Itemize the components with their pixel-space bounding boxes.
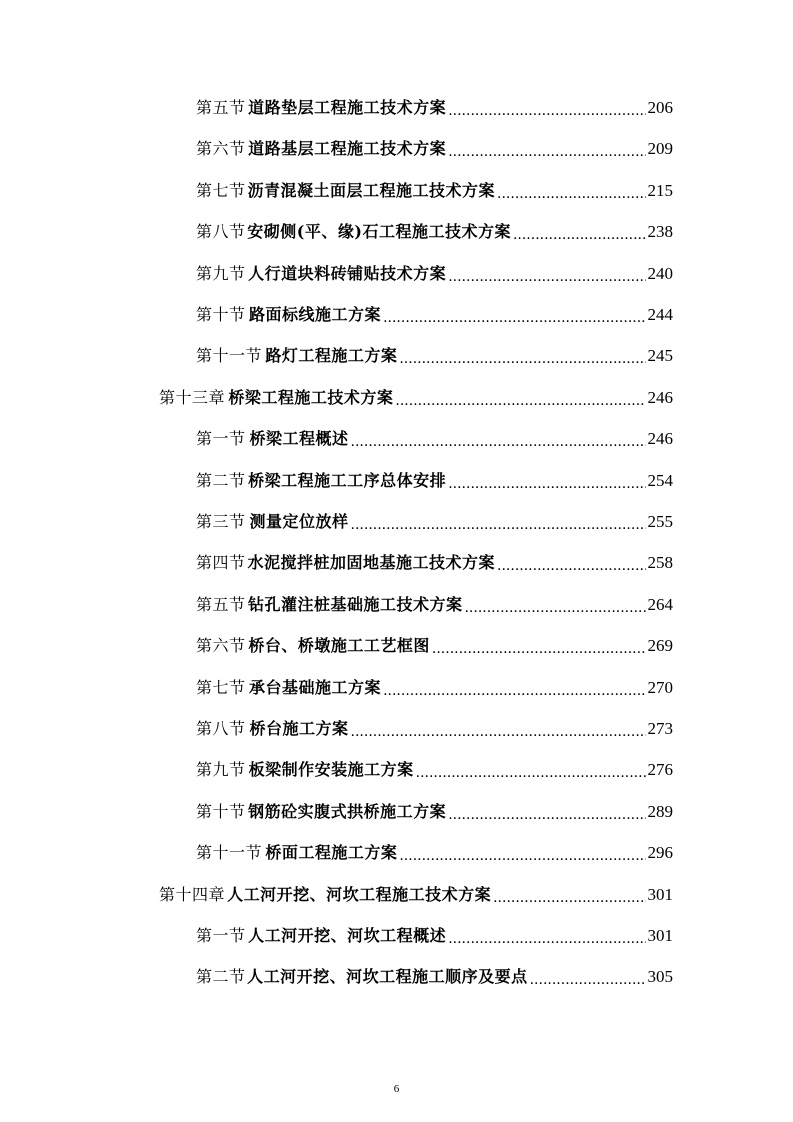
toc-entry-page: 215: [647, 180, 673, 200]
toc-dot-leader: [464, 591, 645, 625]
toc-dot-leader: [497, 549, 645, 583]
toc-section-entry[interactable]: [196, 960, 673, 994]
toc-section-entry[interactable]: [196, 298, 673, 332]
toc-entry-title: 沥青混凝土面层工程施工技术方案: [247, 180, 496, 200]
toc-dot-leader: [351, 715, 646, 749]
toc-entry-label: 第十一节: [196, 843, 263, 863]
toc-section-entry[interactable]: [196, 174, 673, 208]
toc-entry-page: 254: [647, 470, 673, 490]
toc-dot-leader: [448, 135, 645, 169]
toc-section-entry[interactable]: [196, 91, 673, 125]
toc-dot-leader: [448, 798, 645, 832]
toc-entry-page: 238: [647, 222, 673, 242]
toc-entry-label: 第九节: [196, 263, 246, 283]
toc-entry-page: 209: [647, 139, 673, 159]
toc-entry-page: 245: [647, 346, 673, 366]
toc-section-entry[interactable]: [196, 753, 673, 787]
toc-entry-page: 276: [647, 760, 673, 780]
toc-entry-title: 桥台施工方案: [249, 719, 349, 738]
toc-dot-leader: [497, 177, 645, 211]
toc-entry-title: 承台基础施工方案: [249, 677, 382, 697]
toc-entry-label: 第一节: [196, 429, 246, 449]
toc-section-entry[interactable]: [196, 919, 673, 953]
toc-section-entry[interactable]: [196, 215, 673, 249]
toc-dot-leader: [399, 342, 645, 376]
toc-entry-title: 板梁制作安装施工方案: [248, 760, 414, 780]
toc-entry-label: 第五节: [196, 594, 246, 614]
toc-section-entry[interactable]: [196, 257, 673, 291]
toc-entry-page: 240: [647, 263, 673, 283]
toc-entry-page: 246: [647, 387, 673, 407]
toc-entry-page: 258: [647, 553, 673, 573]
toc-entry-title: 桥台、桥墩施工工艺框图: [248, 636, 430, 656]
toc-entry-title: 安砌侧(平、缘)石工程施工技术方案: [247, 222, 511, 242]
toc-dot-leader: [351, 508, 646, 542]
toc-entry-label: 第十三章: [159, 387, 226, 407]
toc-section-entry[interactable]: [196, 422, 673, 456]
toc-entry-label: 第七节: [196, 180, 246, 200]
toc-entry-page: 206: [647, 98, 673, 117]
toc-entry-title: 钢筋砼实腹式拱桥施工方案: [248, 801, 447, 821]
toc-entry-label: 第十四章: [159, 884, 226, 904]
toc-entry-label: 第九节: [196, 760, 246, 780]
toc-entry-page: 269: [647, 636, 673, 656]
toc-dot-leader: [448, 94, 645, 128]
toc-entry-title: 道路基层工程施工技术方案: [248, 139, 447, 159]
toc-entry-title: 桥梁工程施工技术方案: [228, 387, 394, 407]
toc-entry-title: 水泥搅拌桩加固地基施工技术方案: [247, 553, 496, 573]
toc-section-entry[interactable]: [196, 836, 673, 870]
toc-entry-title: 路面标线施工方案: [249, 305, 382, 324]
toc-entry-label: 第十节: [196, 801, 246, 821]
toc-section-entry[interactable]: [196, 546, 673, 580]
toc-entry-label: 第八节: [196, 719, 246, 738]
toc-entry-label: 第十一节: [196, 346, 263, 366]
page-number: 6: [393, 1083, 400, 1095]
toc-section-entry[interactable]: [196, 339, 673, 373]
toc-entry-title: 人工河开挖、河坎工程概述: [248, 926, 447, 945]
toc-entry-page: 273: [647, 719, 673, 738]
toc-entry-label: 第六节: [196, 139, 246, 159]
toc-entry-page: 305: [647, 967, 673, 987]
toc-entry-page: 246: [647, 429, 673, 449]
toc-entry-title: 钻孔灌注桩基础施工技术方案: [247, 594, 463, 614]
toc-entry-page: 289: [647, 801, 673, 821]
toc-dot-leader: [383, 674, 645, 708]
toc-dot-leader: [351, 425, 646, 459]
toc-dot-leader: [448, 260, 645, 294]
toc-section-entry[interactable]: [196, 132, 673, 166]
toc-chapter-entry[interactable]: [159, 381, 673, 415]
toc-dot-leader: [448, 467, 645, 501]
toc-entry-title: 路灯工程施工方案: [265, 346, 398, 366]
toc-entry-page: 264: [647, 594, 673, 614]
toc-entry-page: 301: [647, 884, 673, 904]
toc-entry-title: 测量定位放样: [249, 512, 349, 531]
toc-dot-leader: [448, 922, 645, 956]
toc-entry-page: 255: [647, 512, 673, 531]
toc-entry-label: 第一节: [196, 926, 246, 945]
toc-entry-title: 道路垫层工程施工技术方案: [248, 98, 447, 117]
toc-entry-label: 第四节: [196, 553, 246, 573]
toc-entry-title: 桥梁工程概述: [249, 429, 349, 449]
toc-dot-leader: [383, 301, 645, 335]
toc-entry-page: 301: [647, 926, 673, 945]
toc-entry-label: 第八节: [196, 222, 246, 242]
toc-section-entry[interactable]: [196, 671, 673, 705]
toc-dot-leader: [493, 881, 645, 915]
toc-section-entry[interactable]: [196, 795, 673, 829]
toc-entry-label: 第十节: [196, 305, 246, 324]
toc-dot-leader: [432, 632, 646, 666]
toc-entry-page: 296: [647, 843, 673, 863]
toc-entry-label: 第二节: [196, 967, 246, 987]
toc-dot-leader: [395, 384, 645, 418]
toc-entry-title: 人工河开挖、河坎工程施工顺序及要点: [247, 967, 528, 987]
toc-entry-title: 桥面工程施工方案: [265, 843, 398, 863]
toc-entry-page: 270: [647, 677, 673, 697]
toc-entry-title: 人行道块料砖铺贴技术方案: [248, 263, 447, 283]
toc-entry-label: 第五节: [196, 98, 246, 117]
toc-entry-label: 第七节: [196, 677, 246, 697]
toc-dot-leader: [416, 756, 646, 790]
toc-section-entry[interactable]: [196, 464, 673, 498]
toc-section-entry[interactable]: [196, 712, 673, 746]
toc-entry-title: 桥梁工程施工工序总体安排: [248, 470, 447, 490]
toc-section-entry[interactable]: [196, 588, 673, 622]
toc-entry-label: 第三节: [196, 512, 246, 531]
toc-entry-title: 人工河开挖、河坎工程施工技术方案: [227, 884, 492, 904]
toc-chapter-entry[interactable]: [159, 878, 673, 912]
toc-dot-leader: [530, 963, 646, 997]
toc-dot-leader: [399, 839, 645, 873]
toc-entry-label: 第六节: [196, 636, 246, 656]
toc-dot-leader: [513, 218, 646, 252]
toc-entry-page: 244: [647, 305, 673, 324]
toc-section-entry[interactable]: [196, 629, 673, 663]
toc-entry-label: 第二节: [196, 470, 246, 490]
toc-section-entry[interactable]: [196, 505, 673, 539]
